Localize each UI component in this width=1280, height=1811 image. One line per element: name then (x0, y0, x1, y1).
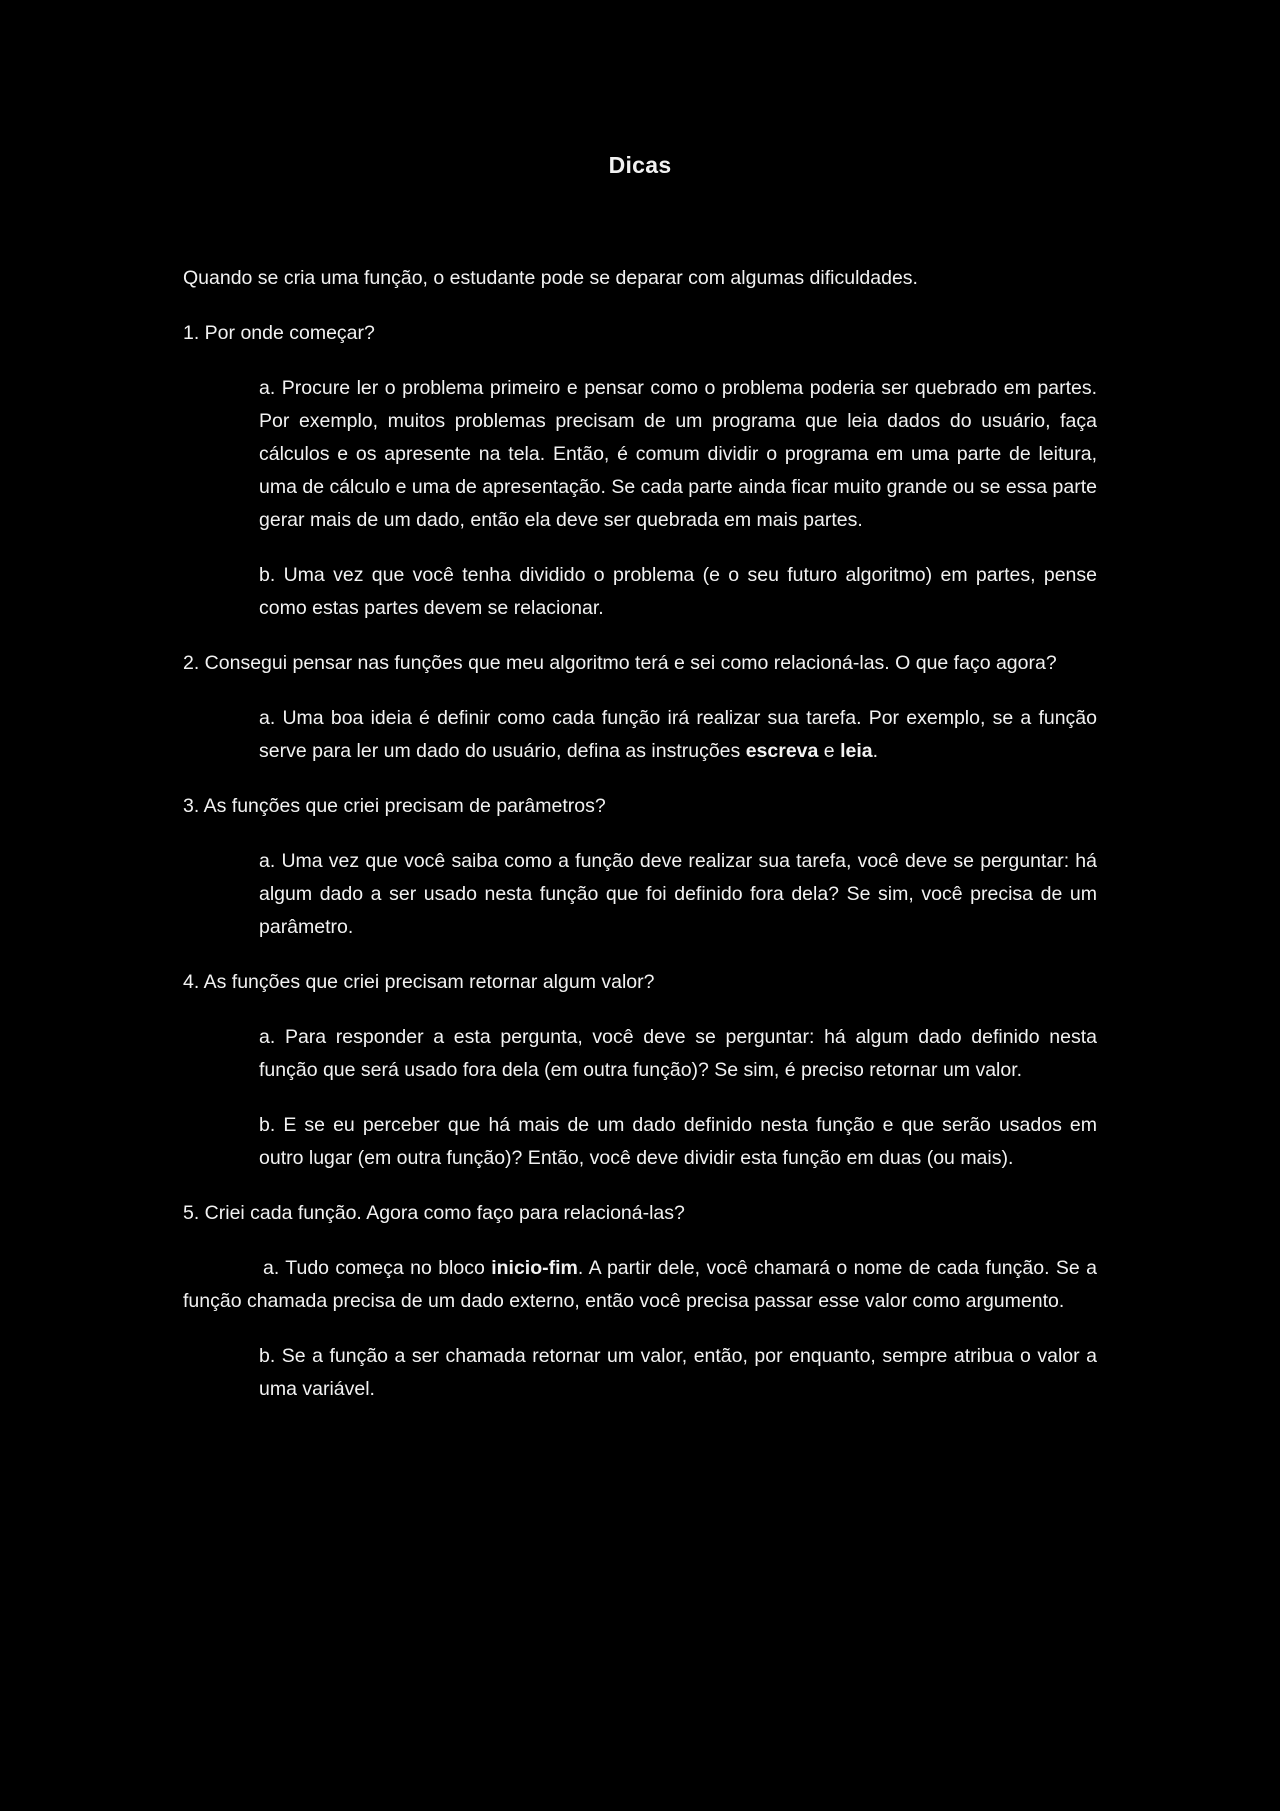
keyword-inicio-fim: inicio-fim (491, 1257, 578, 1279)
question-3: 3. As funções que criei precisam de parâmetros? (183, 795, 606, 817)
document-body (183, 262, 1097, 1406)
answer-2a-text-1: a. Uma boa ideia é definir como cada função irá realizar sua tarefa. Por exemplo, se a função serve para ler um dado do usuário, defina as instruções (259, 707, 1097, 762)
answer-5a-text-2: . A partir dele, você chamará o nome de cada função. Se a função chamada precisa de um dado externo, então você precisa passar esse valor como argumento. (183, 1257, 1097, 1312)
answer-5a-text-1: a. Tudo começa no bloco (263, 1257, 492, 1279)
keyword-escreva: escreva (745, 740, 819, 762)
answer-5b: b. Se a função a ser chamada retornar um valor, então, por enquanto, sempre atribua o valor a uma variável. (259, 1345, 1097, 1400)
keyword-leia: leia (840, 740, 873, 762)
answer-1b: b. Uma vez que você tenha dividido o problema (e o seu futuro algoritmo) em partes, pense como estas partes devem se relacionar. (259, 564, 1097, 619)
answer-3a: a. Uma vez que você saiba como a função deve realizar sua tarefa, você deve se perguntar: há algum dado a ser usado nesta função que foi definido fora dela? Se sim, você precisa de um parâmetro. (259, 850, 1097, 938)
answer-5a (183, 1252, 1097, 1318)
answer-4a: a. Para responder a esta pergunta, você deve se perguntar: há algum dado definido nesta função que será usado fora dela (em outra função)? Se sim, é preciso retornar um valor. (259, 1026, 1097, 1081)
answer-2a-text-3: . (872, 740, 879, 762)
intro-paragraph: Quando se cria uma função, o estudante pode se deparar com algumas dificuldades. (183, 267, 918, 289)
question-4: 4. As funções que criei precisam retornar algum valor? (183, 971, 655, 993)
answer-1a: a. Procure ler o problema primeiro e pensar como o problema poderia ser quebrado em partes. Por exemplo, muitos problemas precisam de um programa que leia dados do usuário, faça cálculos e os apresente na tela. Então, é comum dividir o programa em uma parte de leitura, uma de cálculo e uma de apresentação. Se cada parte ainda ficar muito grande ou se essa parte gerar mais de um dado, então ela deve ser quebrada em mais partes. (259, 377, 1097, 531)
page-title: Dicas (608, 152, 672, 178)
question-5: 5. Criei cada função. Agora como faço para relacioná-las? (183, 1202, 685, 1224)
answer-4b: b. E se eu perceber que há mais de um dado definido nesta função e que serão usados em outro lugar (em outra função)? Então, você deve dividir esta função em duas (ou mais). (259, 1114, 1097, 1169)
question-1: 1. Por onde começar? (183, 322, 375, 344)
question-2: 2. Consegui pensar nas funções que meu algoritmo terá e sei como relacioná-las. O que faço agora? (183, 652, 1057, 674)
answer-2a-text-2: e (818, 740, 841, 762)
answer-2a (259, 702, 1097, 768)
